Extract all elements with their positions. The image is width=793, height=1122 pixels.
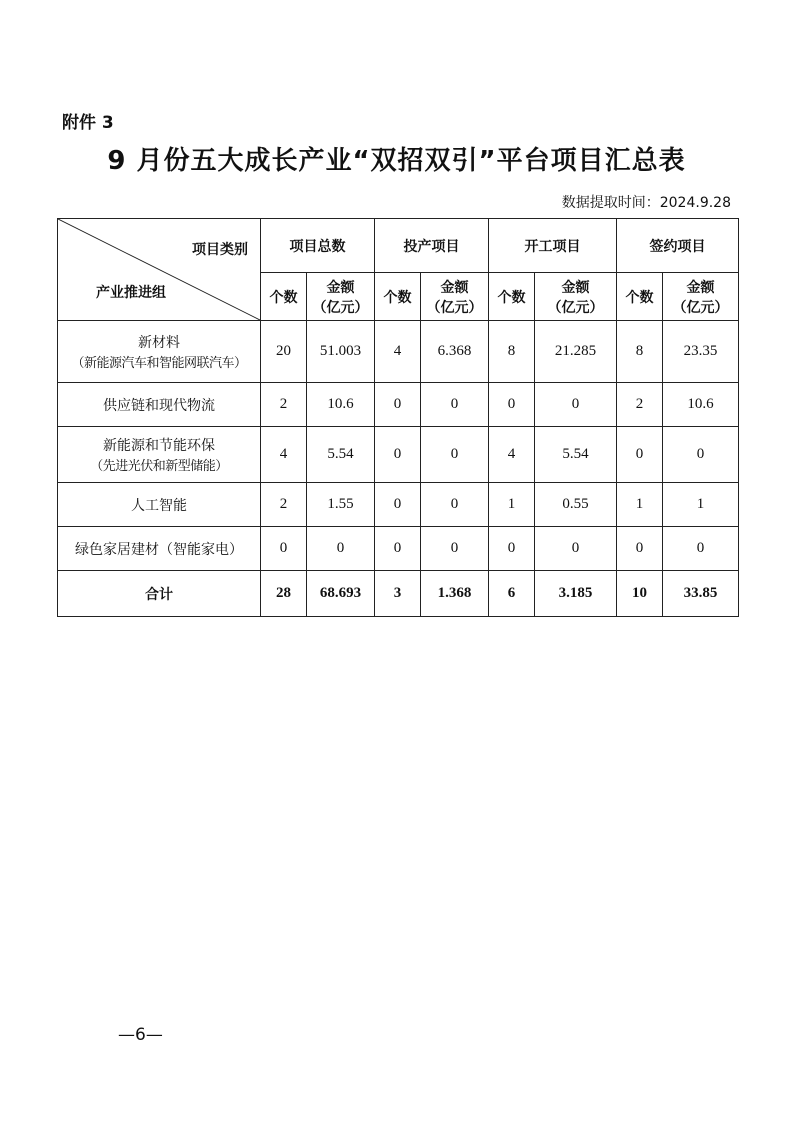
count-cell: 0 (261, 527, 307, 571)
amount-cell: 23.35 (663, 321, 739, 383)
amount-cell: 10.6 (307, 383, 375, 427)
industry-group-cell (58, 383, 261, 427)
amount-cell: 0 (421, 527, 489, 571)
total-amount-cell: 1.368 (421, 571, 489, 617)
summary-table (57, 218, 739, 617)
industry-group-name: 人工智能 (131, 497, 187, 514)
industry-group-name: 新能源和节能环保 (103, 438, 215, 454)
subheader-count: 个数 (617, 273, 663, 321)
total-row (58, 571, 739, 617)
count-cell: 0 (375, 483, 421, 527)
industry-group-name: 新材料 (138, 335, 180, 351)
amount-cell: 0 (535, 527, 617, 571)
industry-group-name: 绿色家居建材（智能家电） (75, 541, 243, 558)
count-cell: 1 (489, 483, 535, 527)
amount-cell: 0 (535, 383, 617, 427)
amount-cell: 5.54 (307, 427, 375, 483)
total-amount-cell: 3.185 (535, 571, 617, 617)
subheader-amount: 金额 （亿元） (307, 273, 375, 321)
amount-cell: 10.6 (663, 383, 739, 427)
industry-group-subname: （新能源汽车和智能网联汽车） (71, 356, 247, 371)
page-number: —6— (118, 1025, 163, 1045)
amount-cell: 1 (663, 483, 739, 527)
total-count-cell: 10 (617, 571, 663, 617)
amount-cell: 6.368 (421, 321, 489, 383)
count-cell: 0 (617, 527, 663, 571)
table-row (58, 527, 739, 571)
subheader-count: 个数 (489, 273, 535, 321)
amount-cell: 21.285 (535, 321, 617, 383)
amount-cell: 0 (421, 383, 489, 427)
subheader-amount: 金额 （亿元） (421, 273, 489, 321)
industry-group-subname: （先进光伏和新型储能） (90, 459, 228, 474)
count-cell: 0 (489, 527, 535, 571)
table-row (58, 383, 739, 427)
industry-group-cell (58, 321, 261, 383)
header-corner-cell (58, 219, 261, 321)
table-row (58, 321, 739, 383)
count-cell: 4 (375, 321, 421, 383)
total-amount-cell: 68.693 (307, 571, 375, 617)
amount-cell: 0 (663, 427, 739, 483)
header-started-projects: 开工项目 (489, 219, 617, 273)
attachment-label: 附件 3 (62, 113, 114, 133)
table-row (58, 483, 739, 527)
count-cell: 0 (489, 383, 535, 427)
amount-cell: 0 (307, 527, 375, 571)
subheader-count: 个数 (261, 273, 307, 321)
amount-cell: 0 (421, 427, 489, 483)
subheader-amount: 金额 （亿元） (663, 273, 739, 321)
subheader-count: 个数 (375, 273, 421, 321)
count-cell: 2 (261, 383, 307, 427)
count-cell: 2 (617, 383, 663, 427)
corner-category-label: 项目类别 (192, 242, 248, 258)
count-cell: 1 (617, 483, 663, 527)
industry-group-cell (58, 483, 261, 527)
industry-group-cell (58, 427, 261, 483)
table-row (58, 427, 739, 483)
amount-cell: 0.55 (535, 483, 617, 527)
amount-cell: 51.003 (307, 321, 375, 383)
count-cell: 4 (489, 427, 535, 483)
corner-group-label: 产业推进组 (96, 285, 166, 301)
total-count-cell: 28 (261, 571, 307, 617)
page-title: 9 月份五大成长产业“双招双引”平台项目汇总表 (107, 146, 686, 176)
count-cell: 20 (261, 321, 307, 383)
total-count-cell: 6 (489, 571, 535, 617)
table-body (58, 321, 739, 617)
amount-cell: 5.54 (535, 427, 617, 483)
count-cell: 8 (489, 321, 535, 383)
industry-group-cell (58, 527, 261, 571)
total-label: 合计 (58, 571, 261, 617)
amount-cell: 0 (421, 483, 489, 527)
count-cell: 2 (261, 483, 307, 527)
count-cell: 0 (375, 427, 421, 483)
header-total-projects: 项目总数 (261, 219, 375, 273)
count-cell: 4 (261, 427, 307, 483)
amount-cell: 0 (663, 527, 739, 571)
extract-time: 数据提取时间：2024.9.28 (561, 195, 731, 211)
amount-cell: 1.55 (307, 483, 375, 527)
total-amount-cell: 33.85 (663, 571, 739, 617)
subheader-amount: 金额 （亿元） (535, 273, 617, 321)
industry-group-name: 供应链和现代物流 (103, 397, 215, 414)
total-count-cell: 3 (375, 571, 421, 617)
header-signed-projects: 签约项目 (617, 219, 739, 273)
diagonal-line (58, 219, 260, 320)
count-cell: 8 (617, 321, 663, 383)
count-cell: 0 (375, 527, 421, 571)
header-production-projects: 投产项目 (375, 219, 489, 273)
count-cell: 0 (375, 383, 421, 427)
count-cell: 0 (617, 427, 663, 483)
